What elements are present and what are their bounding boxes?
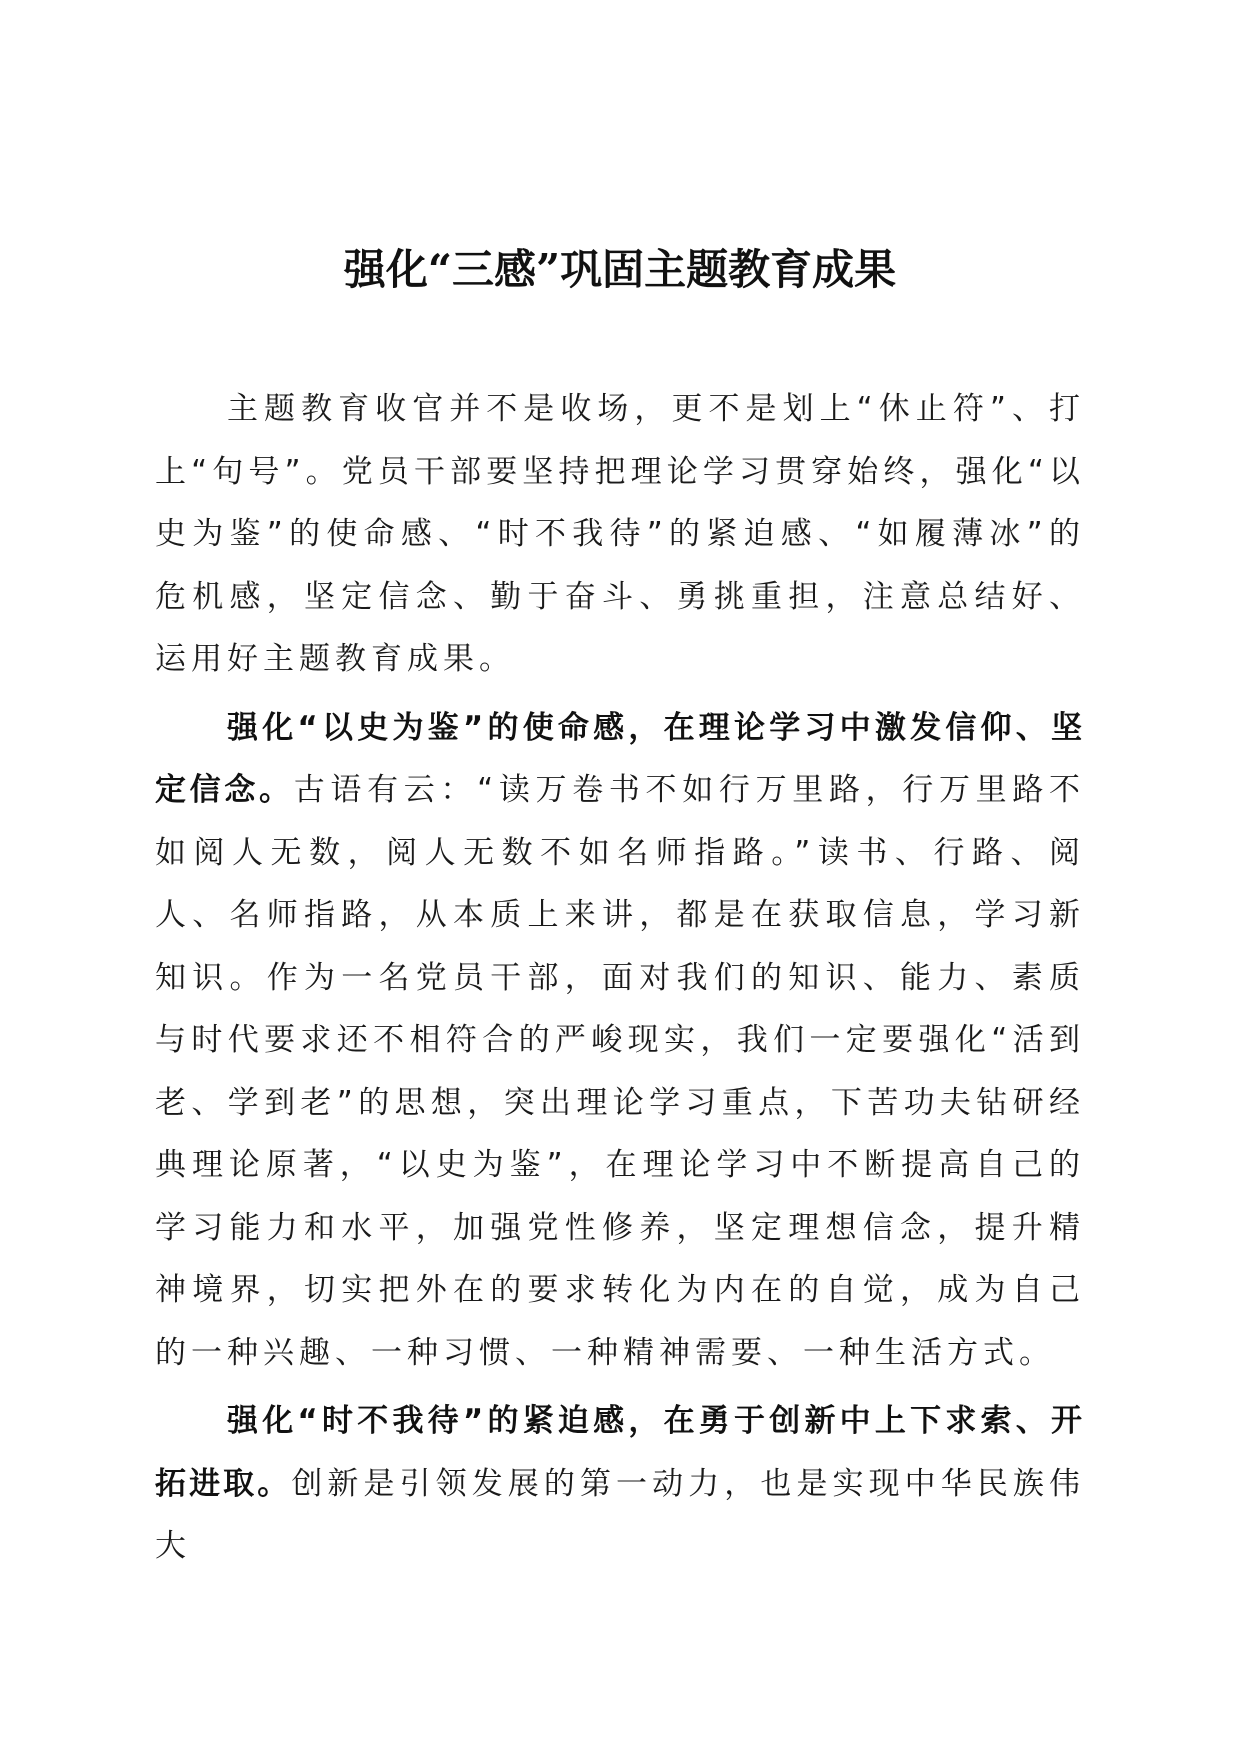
paragraph-text: 主题教育收官并不是收场，更不是划上“休止符”、打上“句号”。党员干部要坚持把理论学习贯穿始终，强化“以史为鉴”的使命感、“时不我待”的紧迫感、“如履薄冰”的危机感，坚定信念、勤于奋斗、勇挑重担，注意总结好、运用好主题教育成果。 xyxy=(155,391,1085,677)
document-title: 强化“三感”巩固主题教育成果 xyxy=(343,245,897,294)
paragraph-text: 古语有云：“读万卷书不如行万里路，行万里路不如阅人无数，阅人无数不如名师指路。”读书、行路、阅人、名师指路，从本质上来讲，都是在获取信息，学习新知识。作为一名党员干部，面对我们的知识、能力、素质与时代要求还不相符合的严峻现实，我们一定要强化“活到老、学到老”的思想，突出理论学习重点，下苦功夫钻研经典理论原著，“以史为鉴”，在理论学习中不断提高自己的学习能力和水平，加强党性修养，坚定理想信念，提升精神境界，切实把外在的要求转化为内在的自觉，成为自己的一种兴趣、一种习惯、一种精神需要、一种生活方式。 xyxy=(155,772,1086,1371)
paragraph-text: 创新是引领发展的第一动力，也是实现中华民族伟大 xyxy=(155,1465,1086,1564)
paragraph-intro xyxy=(155,378,1085,691)
paragraph-lead-heading: 强化“以史为鉴”的使命感，在理论学习中激发信仰、坚定信念。 xyxy=(155,709,1085,808)
paragraph-mission xyxy=(155,697,1085,1385)
paragraph-lead-heading: 强化“时不我待”的紧迫感，在勇于创新中上下求索、开拓进取。 xyxy=(155,1403,1085,1502)
document-body xyxy=(155,378,1085,1584)
paragraph-urgency xyxy=(155,1390,1085,1578)
